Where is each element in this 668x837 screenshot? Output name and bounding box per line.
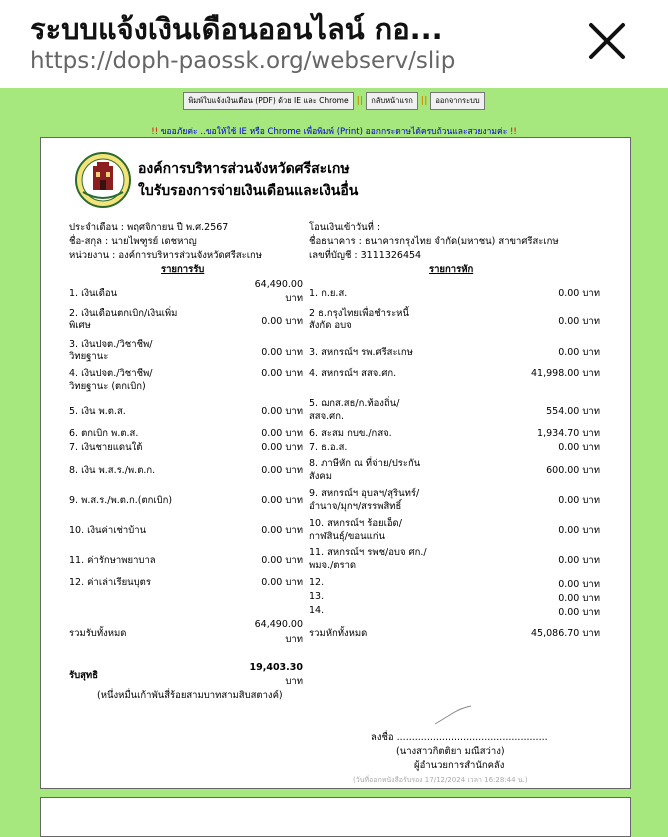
print-pdf-button[interactable]: พิมพ์ใบแจ้งเงินเดือน (PDF) ด้วย IE และ Chrome (183, 92, 353, 110)
deduction-item-amount: 600.00 บาท (546, 465, 600, 476)
signer-name: (นางสาวกิตติยา มณีสว่าง) (396, 746, 505, 757)
account-number: เลขที่บัญชี : 3111326454 (309, 250, 422, 261)
income-item-amount: 0.00 บาท (261, 525, 303, 536)
deduction-item-amount: 0.00 บาท (558, 288, 600, 299)
action-toolbar (0, 92, 668, 110)
income-item-amount: 0.00 บาท (261, 577, 303, 588)
signature-scribble (433, 704, 473, 726)
income-total-label: รวมรับทั้งหมด (69, 628, 127, 639)
net-amount-words: (หนึ่งหมื่นเก้าพันสี่ร้อยสามบาทสามสิบสตางค์) (97, 690, 283, 701)
deduction-item-label: 11. สหกรณ์ฯ รพช/อบจ ศก./ (309, 547, 427, 558)
deduction-total-label: รวมหักทั้งหมด (309, 628, 368, 639)
org-name: องค์การบริหารส่วนจังหวัดศรีสะเกษ (138, 161, 350, 177)
toolbar-separator: || (356, 96, 364, 106)
deduction-item-label-cont: สังกัด อบจ (309, 320, 352, 331)
notice-prefix: !! (151, 127, 159, 137)
deduction-item-amount: 0.00 บาท (558, 607, 600, 618)
deduction-item-label: 13. (309, 591, 325, 602)
income-item-amount: 0.00 บาท (261, 347, 303, 358)
bank-name: ชื่อธนาคาร : ธนาคารกรุงไทย จำกัด(มหาชน) สาขาศรีสะเกษ (309, 236, 559, 247)
deduction-item-amount: 0.00 บาท (558, 347, 600, 358)
deduction-item-label: 4. สหกรณ์ฯ สสจ.ศก. (309, 368, 397, 379)
income-item-label: 2. เงินเดือนตกเบิก/เงินเพิ่ม (69, 308, 178, 319)
print-notice (0, 124, 668, 138)
deduction-item-amount: 1,934.70 บาท (537, 428, 600, 439)
deduction-item-amount: 0.00 บาท (558, 555, 600, 566)
logout-button[interactable]: ออกจากระบบ (430, 92, 484, 110)
income-total-unit: บาท (285, 634, 303, 645)
income-item-label: 4. เงินปจต./วิชาชีพ/ (69, 368, 153, 379)
print-timestamp: (วันที่ออกหนังสือรับรอง 17/12/2024 เวลา 16:28:44 น.) (353, 776, 528, 784)
income-item-amount: 0.00 บาท (261, 428, 303, 439)
income-item-label: 11. ค่ารักษาพยาบาล (69, 555, 156, 566)
signature-line: ลงชื่อ .................................................. (371, 732, 548, 743)
employee-name: ชื่อ-สกุล : นายไพฑูรย์ เดชหาญ (69, 236, 197, 247)
deduction-item-amount: 0.00 บาท (558, 495, 600, 506)
deductions-header: รายการหัก (429, 264, 474, 275)
deduction-item-amount: 0.00 บาท (558, 525, 600, 536)
income-item-amount: 0.00 บาท (261, 495, 303, 506)
deduction-item-label: 12. (309, 577, 325, 588)
income-item-label: 1. เงินเดือน (69, 288, 118, 299)
deduction-item-label: 5. ฌกส.สธ/ก.ท้องถิ่น/ (309, 398, 400, 409)
income-item-label-cont: วิทยฐานะ (69, 351, 109, 362)
deduction-item-label-cont: กาฬสินธุ์/ขอนแก่น (309, 531, 385, 542)
deduction-item-label: 8. ภาษีหัก ณ ที่จ่าย/ประกัน (309, 458, 421, 469)
income-item-label: 3. เงินปจต./วิชาชีพ/ (69, 339, 153, 350)
transfer-date: โอนเงินเข้าวันที่ : (309, 222, 381, 233)
pay-month: ประจำเดือน : พฤศจิกายน ปี พ.ศ.2567 (69, 222, 229, 233)
deduction-item-amount: 0.00 บาท (558, 579, 600, 590)
notice-suffix: !! (509, 127, 517, 137)
notice-text: ขออภัยค่ะ ..ขอให้ใช้ IE หรือ Chrome เพื่อพิมพ์ (Print) ออกกระดาษได้ครบถ้วนและสวยงามค่ะ (158, 127, 510, 137)
income-item-amount: 0.00 บาท (261, 406, 303, 417)
certificate-title: ใบรับรองการจ่ายเงินเดือนและเงินอื่น (138, 183, 359, 199)
income-item-label: 12. ค่าเล่าเรียนบุตร (69, 577, 151, 588)
deduction-item-amount: 554.00 บาท (546, 406, 600, 417)
income-item-amount: 0.00 บาท (261, 555, 303, 566)
org-seal-logo (75, 152, 131, 208)
deduction-item-label: 9. สหกรณ์ฯ อุบลฯ/สุรินทร์/ (309, 488, 420, 499)
deduction-item-label: 6. สะสม กบข./กสจ. (309, 428, 392, 439)
deduction-item-label-cont: อำนาจ/มุกฯ/สรรพสิทธิ์ (309, 501, 402, 512)
browser-url[interactable]: https://doph-paossk.org/webserv/slip (30, 48, 456, 74)
employee-unit: หน่วยงาน : องค์การบริหารส่วนจังหวัดศรีสะเกษ (69, 250, 262, 261)
income-item-label: 5. เงิน พ.ต.ส. (69, 406, 126, 417)
net-amount: 19,403.30 (249, 662, 303, 673)
home-button[interactable]: กลับหน้าแรก (366, 92, 418, 110)
income-item-amount: 0.00 บาท (261, 368, 303, 379)
deduction-item-label: 7. ธ.อ.ส. (309, 442, 348, 453)
income-item-label: 6. ตกเบิก พ.ต.ส. (69, 428, 139, 439)
income-item-label: 10. เงินค่าเช่าบ้าน (69, 525, 147, 536)
deduction-item-label-cont: สังคม (309, 471, 333, 482)
income-item-unit: บาท (285, 293, 303, 304)
deduction-item-amount: 0.00 บาท (558, 442, 600, 453)
browser-header (0, 0, 668, 88)
deduction-item-label-cont: สสจ.ศก. (309, 411, 344, 422)
income-item-amount: 0.00 บาท (261, 465, 303, 476)
deduction-item-label: 2 ธ.กรุงไทยเพื่อชำระหนี้ (309, 308, 409, 319)
income-item-amount: 0.00 บาท (261, 316, 303, 327)
deduction-item-amount: 0.00 บาท (558, 316, 600, 327)
income-total-amount: 64,490.00 (254, 619, 303, 630)
income-item-label: 8. เงิน พ.ส.ร./พ.ต.ก. (69, 465, 156, 476)
browser-page-title: ระบบแจ้งเงินเดือนออนไลน์ กอ... (30, 12, 443, 46)
income-header: รายการรับ (161, 264, 205, 275)
income-item-label: 7. เงินชายแดนใต้ (69, 442, 143, 453)
income-item-amount: 0.00 บาท (261, 442, 303, 453)
income-item-label-cont: พิเศษ (69, 320, 91, 331)
income-item-label: 9. พ.ส.ร./พ.ต.ก.(ตกเบิก) (69, 495, 173, 506)
net-label: รับสุทธิ (69, 670, 98, 681)
next-slip-page (40, 797, 631, 837)
signer-position: ผู้อำนวยการสำนักคลัง (414, 760, 505, 771)
deduction-item-amount: 41,998.00 บาท (531, 368, 600, 379)
deduction-item-label-cont: พมจ./ตราด (309, 560, 357, 571)
deduction-total-amount: 45,086.70 บาท (531, 628, 600, 639)
deduction-item-label: 14. (309, 605, 325, 616)
income-item-amount: 64,490.00 (254, 279, 303, 290)
deduction-item-label: 10. สหกรณ์ฯ ร้อยเอ็ด/ (309, 518, 402, 529)
deduction-item-label: 1. ก.ย.ส. (309, 288, 348, 299)
salary-slip (40, 137, 631, 789)
toolbar-separator: || (420, 96, 428, 106)
deduction-item-amount: 0.00 บาท (558, 593, 600, 604)
deduction-item-label: 3. สหกรณ์ฯ รพ.ศรีสะเกษ (309, 347, 413, 358)
close-icon[interactable] (582, 16, 632, 66)
net-unit: บาท (285, 676, 303, 687)
income-item-label-cont: วิทยฐานะ (ตกเบิก) (69, 381, 146, 392)
